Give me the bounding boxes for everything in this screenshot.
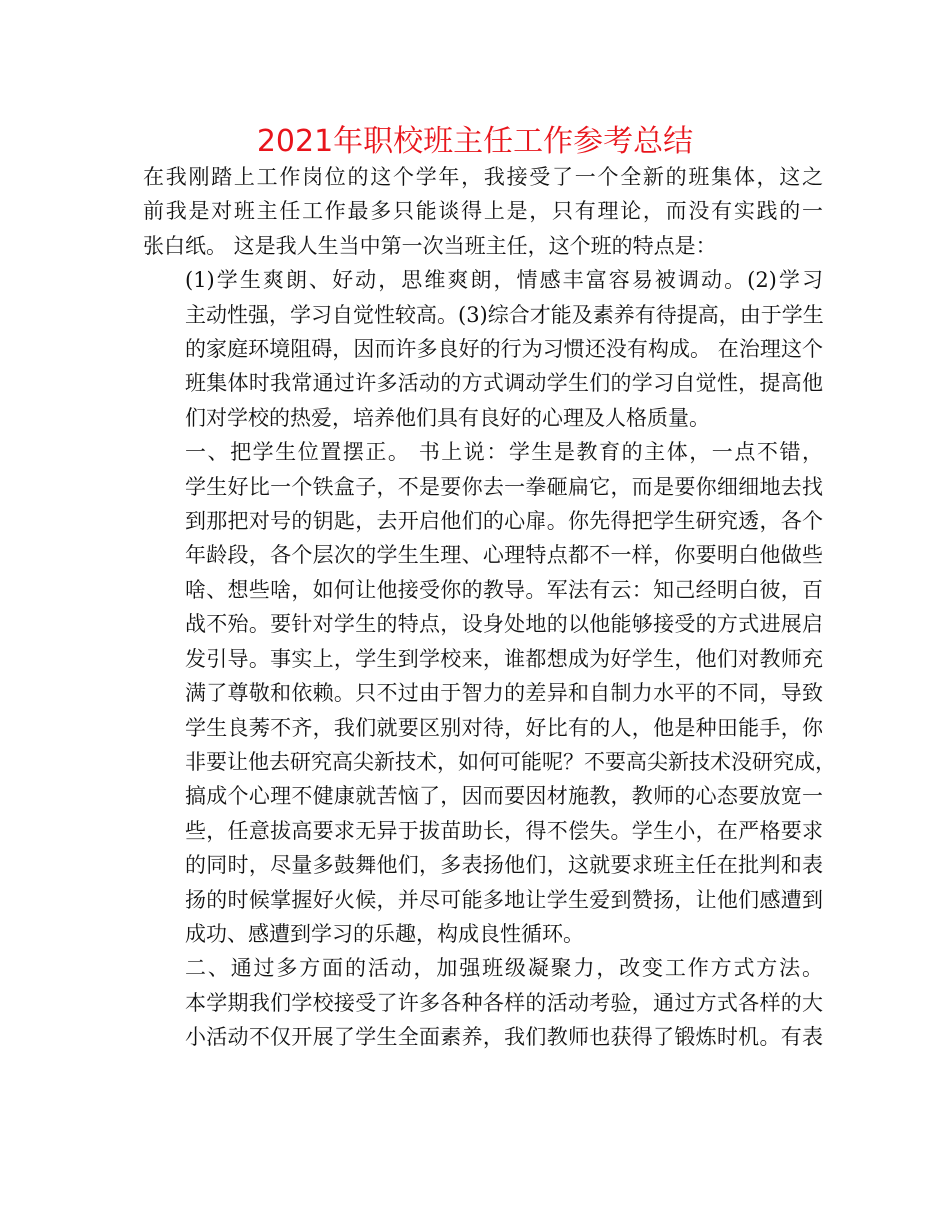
text-line: 成功、感遭到学习的乐趣，构成良性循环。 (185, 921, 584, 946)
text-line: 到那把对号的钥匙，去开启他们的心扉。你先得把学生研究透，各个 (185, 509, 823, 534)
text-line: 发引导。事实上，学生到学校来，谁都想成为好学生，他们对教师充 (185, 646, 823, 671)
text-line: (1)学生爽朗、好动，思维爽朗，情感丰富容易被调动。(2)学习 (185, 268, 823, 293)
text-line: 搞成个心理不健康就苦恼了，因而要因材施教，教师的心态要放宽一 (185, 784, 823, 809)
paragraph-1 (143, 160, 823, 263)
paragraph-3 (143, 435, 836, 951)
text-line: 前我是对班主任工作最多只能谈得上是，只有理论，而没有实践的一 (143, 199, 823, 224)
text-line: 二、通过多方面的活动，加强班级凝聚力，改变工作方式方法。 (185, 956, 823, 981)
text-line: 非要让他去研究高尖新技术，如何可能呢？不要高尖新技术没研究成， (185, 749, 836, 774)
text-line: 的同时，尽量多鼓舞他们，多表扬他们，这就要求班主任在批判和表 (185, 853, 823, 878)
text-line: 们对学校的热爱，培养他们具有良好的心理及人格质量。 (185, 405, 710, 430)
text-line: 学生良莠不齐，我们就要区别对待，好比有的人，他是种田能手，你 (185, 715, 823, 740)
text-line: 本学期我们学校接受了许多各种各样的活动考验，通过方式各样的大 (185, 990, 823, 1015)
text-line: 一、把学生位置摆正。 书上说：学生是教育的主体，一点不错， (185, 440, 823, 465)
document-title: 2021年职校班主任工作参考总结 (256, 124, 694, 159)
text-line: 满了尊敬和依赖。只不过由于智力的差异和自制力水平的不同，导致 (185, 681, 823, 706)
text-line: 学生好比一个铁盒子，不是要你去一拳砸扁它，而是要你细细地去找 (185, 474, 823, 499)
text-line: 的家庭环境阻碍，因而许多良好的行为习惯还没有构成。 在治理这个 (185, 337, 823, 362)
text-line: 主动性强，学习自觉性较高。(3)综合才能及素养有待提高，由于学生 (185, 302, 824, 327)
text-line: 些，任意拔高要求无异于拔苗助长，得不偿失。学生小，在严格要求 (185, 818, 823, 843)
text-line: 班集体时我常通过许多活动的方式调动学生们的学习自觉性，提高他 (185, 371, 823, 396)
text-line: 啥、想些啥，如何让他接受你的教导。军法有云：知己经明白彼，百 (185, 577, 823, 602)
text-line: 张白纸。 这是我人生当中第一次当班主任，这个班的特点是： (143, 233, 717, 258)
text-line: 战不殆。要针对学生的特点，设身处地的以他能够接受的方式进展启 (185, 612, 823, 637)
text-line: 小活动不仅开展了学生全面素养，我们教师也获得了锻炼时机。有表 (185, 1025, 823, 1050)
paragraph-4 (143, 951, 823, 1054)
text-line: 年龄段，各个层次的学生生理、心理特点都不一样，你要明白他做些 (185, 543, 823, 568)
paragraph-2 (143, 263, 823, 435)
document-body (143, 160, 836, 1055)
text-line: 在我刚踏上工作岗位的这个学年，我接受了一个全新的班集体，这之 (143, 165, 823, 189)
text-line: 扬的时候掌握好火候，并尽可能多地让学生爱到赞扬，让他们感遭到 (185, 887, 823, 912)
